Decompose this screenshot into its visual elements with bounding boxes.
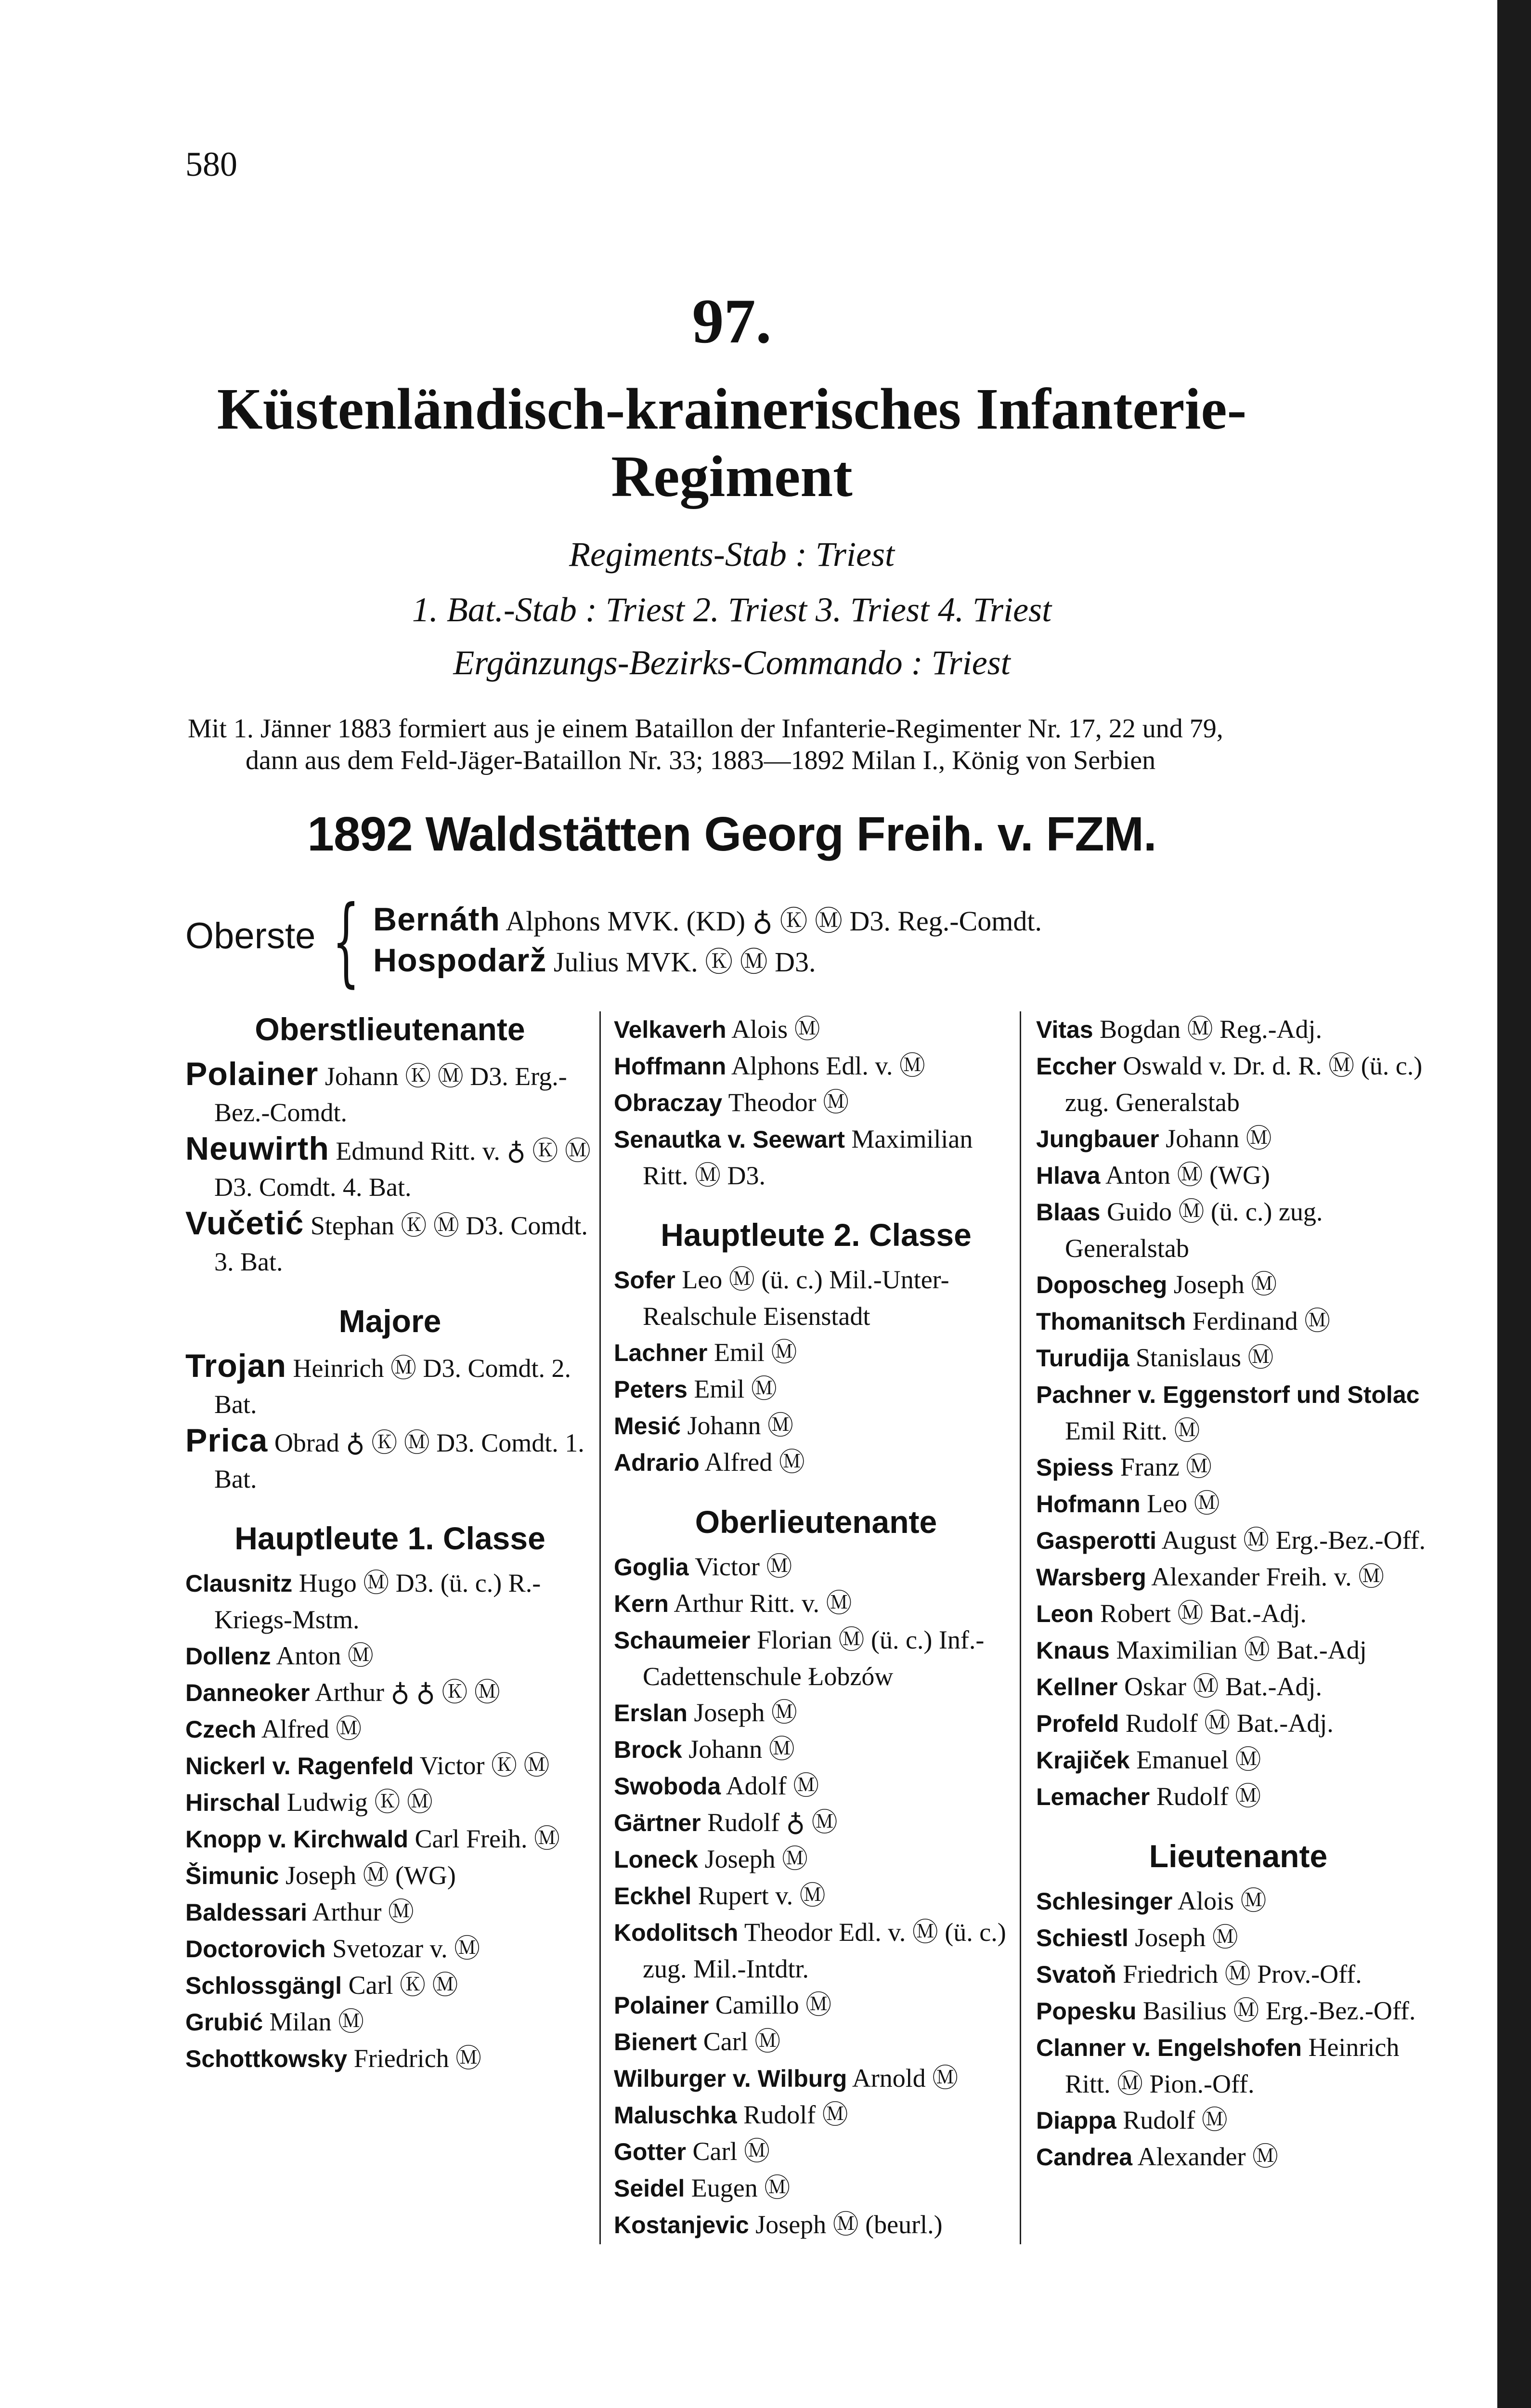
- officer-surname: Sofer: [614, 1267, 675, 1294]
- officer-details: Edmund Ritt. v. ♁ Ⓚ Ⓜ D3. Comdt. 4. Bat.: [214, 1137, 591, 1202]
- title-line-2: Regiment: [611, 444, 853, 509]
- officer-entry: [1036, 1920, 1440, 1956]
- officer-entry: [1036, 1669, 1440, 1705]
- officer-entry: [614, 2170, 1018, 2207]
- officer-details: Alois Ⓜ: [731, 1015, 820, 1044]
- officer-details: Friedrich Ⓜ Prov.-Off.: [1123, 1960, 1362, 1989]
- column-divider: [599, 1011, 601, 2244]
- rank-heading: Oberstlieutenante: [255, 1011, 525, 1047]
- rank-heading: Hauptleute 1. Classe: [234, 1520, 545, 1556]
- bataillon-stab: 1. Bat.-Stab : Triest 2. Triest 3. Triest 4. Triest: [412, 590, 1052, 629]
- officer-entry: [1036, 1883, 1440, 1920]
- roster-column-3: [1036, 1011, 1440, 2175]
- officer-surname: Knaus: [1036, 1637, 1110, 1664]
- officer-surname: Eccher: [1036, 1053, 1116, 1080]
- officer-surname: Vitas: [1036, 1016, 1093, 1043]
- officer-surname: Svatoň: [1036, 1961, 1116, 1988]
- officer-details: Joseph Ⓜ: [694, 1698, 797, 1727]
- officer-surname: Hirschal: [185, 1789, 281, 1816]
- officer-details: Maximilian Ritt. Ⓜ D3.: [643, 1125, 973, 1190]
- officer-entry: [1036, 1048, 1440, 1121]
- officer-surname: Kodolitsch: [614, 1919, 739, 1946]
- officer-entry: [1036, 1340, 1440, 1376]
- officer-surname: Swoboda: [614, 1773, 721, 1800]
- officer-surname: Polainer: [185, 1056, 319, 1092]
- officer-surname: Adrario: [614, 1449, 700, 1476]
- officer-surname: Candrea: [1036, 2144, 1133, 2171]
- officer-entry: [614, 1335, 1018, 1371]
- officer-entry: [614, 1408, 1018, 1444]
- officer-details: Victor Ⓜ: [695, 1552, 792, 1581]
- officer-surname: Danneoker: [185, 1679, 310, 1706]
- officer-surname: Pachner v. Eggenstorf und Stolac: [1036, 1381, 1420, 1408]
- officer-surname: Baldessari: [185, 1899, 307, 1926]
- officer-surname: Hofmann: [1036, 1491, 1141, 1518]
- page-number: 580: [185, 145, 237, 183]
- officer-details: Arthur Ⓜ: [312, 1898, 414, 1926]
- officer-details: Johann Ⓜ: [688, 1735, 795, 1764]
- officer-surname: Lemacher: [1036, 1783, 1150, 1810]
- officer-details: Leo Ⓜ: [1147, 1489, 1220, 1518]
- officer-details: Carl Freih. Ⓜ: [415, 1824, 560, 1853]
- officer-entry: [185, 1858, 595, 1894]
- officer-details: Rudolf Ⓜ Bat.-Adj.: [1125, 1709, 1334, 1738]
- officer-surname: Schlesinger: [1036, 1888, 1173, 1915]
- officer-entry: [614, 1768, 1018, 1805]
- officer-surname: Schaumeier: [614, 1627, 751, 1654]
- officer-entry: [614, 2024, 1018, 2060]
- officer-details: Arthur Ritt. v. Ⓜ: [674, 1589, 852, 1618]
- officer-surname: Lachner: [614, 1339, 708, 1366]
- officer-entry: [185, 2041, 595, 2077]
- officer-surname: Peters: [614, 1376, 688, 1403]
- officer-details: Milan Ⓜ: [269, 2007, 364, 2036]
- officer-details: Rudolf Ⓜ: [743, 2100, 848, 2129]
- regiments-stab: Regiments-Stab : Triest: [569, 535, 895, 574]
- officer-details: Svetozar v. Ⓜ: [332, 1934, 480, 1963]
- officer-surname: Gotter: [614, 2138, 686, 2165]
- officer-entry: [185, 1638, 595, 1675]
- oberst-details: Julius MVK. Ⓚ Ⓜ D3.: [553, 946, 816, 978]
- officer-surname: Eckhel: [614, 1883, 692, 1910]
- officer-surname: Erslan: [614, 1700, 688, 1727]
- officer-details: Alfred Ⓜ: [261, 1714, 362, 1743]
- officer-details: August Ⓜ Erg.-Bez.-Off.: [1161, 1526, 1426, 1555]
- officer-details: Rudolf Ⓜ: [1123, 2106, 1228, 2134]
- officer-details: Victor Ⓚ Ⓜ: [419, 1751, 550, 1780]
- officer-entry: [185, 1748, 595, 1784]
- officer-details: Hugo Ⓜ D3. (ü. c.) R.-Kriegs-Mstm.: [214, 1569, 541, 1634]
- officer-entry: [614, 1585, 1018, 1622]
- oberst-surname: Hospodarž: [373, 942, 547, 979]
- officer-surname: Knopp v. Kirchwald: [185, 1826, 408, 1853]
- officer-details: Rudolf Ⓜ: [1156, 1782, 1261, 1811]
- officer-entry: [1036, 1194, 1440, 1267]
- officer-surname: Diappa: [1036, 2107, 1116, 2134]
- officer-entry: [614, 1731, 1018, 1768]
- officer-entry: [614, 1262, 1018, 1335]
- officer-entry: [1036, 1742, 1440, 1779]
- officer-entry: [185, 1056, 595, 1131]
- title-line-1: Küstenländisch-krainerisches Infanterie-: [217, 377, 1247, 442]
- officer-details: Anton Ⓜ: [276, 1641, 374, 1670]
- officer-entry: [614, 1878, 1018, 1914]
- officer-surname: Grubić: [185, 2009, 263, 2036]
- officer-entry: [185, 1131, 595, 1205]
- officer-entry: [1036, 1376, 1440, 1449]
- officer-details: Rupert v. Ⓜ: [698, 1881, 826, 1910]
- section-gap: [185, 1280, 595, 1299]
- officer-surname: Nickerl v. Ragenfeld: [185, 1753, 414, 1780]
- officer-entry: [185, 1675, 595, 1711]
- officer-entry: [1036, 1705, 1440, 1742]
- officer-surname: Dollenz: [185, 1643, 271, 1670]
- officer-surname: Bienert: [614, 2028, 697, 2055]
- officer-entry: [1036, 1559, 1440, 1596]
- officer-details: Emil Ⓜ: [714, 1338, 797, 1367]
- officer-entry: [185, 1348, 595, 1423]
- regiment-inhaber: 1892 Waldstätten Georg Freih. v. FZM.: [307, 807, 1156, 861]
- officer-surname: Schlossgängl: [185, 1972, 342, 1999]
- section-gap: [185, 1497, 595, 1517]
- officer-surname: Schottkowsky: [185, 2045, 348, 2072]
- officer-entry: [614, 2097, 1018, 2133]
- officer-surname: Thomanitsch: [1036, 1308, 1186, 1335]
- officer-surname: Hoffmann: [614, 1053, 727, 1080]
- officer-surname: Neuwirth: [185, 1130, 329, 1167]
- officer-entry: [1036, 1956, 1440, 1993]
- officer-surname: Kostanjevic: [614, 2212, 749, 2238]
- officer-surname: Wilburger v. Wilburg: [614, 2065, 847, 2092]
- officer-entry: [1036, 1993, 1440, 2029]
- officer-details: Ludwig Ⓚ Ⓜ: [286, 1788, 433, 1817]
- officer-surname: Leon: [1036, 1600, 1094, 1627]
- officer-surname: Clanner v. Engelshofen: [1036, 2034, 1302, 2061]
- officer-entry: [614, 2133, 1018, 2170]
- officer-details: Florian Ⓜ (ü. c.) Inf.-Cadettenschule Łobzów: [643, 1625, 985, 1691]
- officer-surname: Spiess: [1036, 1454, 1114, 1481]
- oberst-entry: [373, 939, 816, 980]
- officer-details: Carl Ⓜ: [703, 2027, 781, 2056]
- oberst-surname: Bernáth: [373, 901, 500, 938]
- officer-details: Basilius Ⓜ Erg.-Bez.-Off.: [1142, 1996, 1416, 2025]
- officer-entry: [614, 1841, 1018, 1878]
- officer-surname: Gasperotti: [1036, 1527, 1157, 1554]
- officer-entry: [1036, 1303, 1440, 1340]
- officer-details: Alphons Edl. v. Ⓜ: [731, 1051, 925, 1080]
- ergaenzungs-bezirk: Ergänzungs-Bezirks-Commando : Triest: [453, 643, 1011, 682]
- officer-entry: [1036, 2139, 1440, 2175]
- scan-edge: [1497, 0, 1531, 2408]
- officer-details: Joseph Ⓜ: [1173, 1270, 1277, 1299]
- officer-entry: [614, 1371, 1018, 1408]
- officer-surname: Schiestl: [1036, 1924, 1129, 1951]
- officer-details: Theodor Ⓜ: [728, 1088, 849, 1117]
- officer-entry: [614, 1805, 1018, 1841]
- officer-entry: [614, 1914, 1018, 1987]
- officer-entry: [185, 1565, 595, 1638]
- officer-entry: [614, 1549, 1018, 1585]
- officer-details: Leo Ⓜ (ü. c.) Mil.-Unter-Realschule Eisenstadt: [643, 1265, 949, 1331]
- officer-details: Alexander Ⓜ: [1137, 2142, 1278, 2171]
- officer-entry: [1036, 1779, 1440, 1815]
- officer-entry: [1036, 1121, 1440, 1157]
- officer-details: Robert Ⓜ Bat.-Adj.: [1100, 1599, 1307, 1628]
- officer-surname: Brock: [614, 1736, 682, 1763]
- oberst-details: Alphons MVK. (KD) ♁ Ⓚ Ⓜ D3. Reg.-Comdt.: [506, 905, 1042, 937]
- officer-entry: [614, 2207, 1018, 2243]
- officer-entry: [614, 1622, 1018, 1695]
- officer-details: Emil Ritt. Ⓜ: [1065, 1416, 1200, 1445]
- roster-column-2: [614, 1011, 1018, 2243]
- officer-surname: Gärtner: [614, 1809, 701, 1836]
- officer-details: Heinrich Ⓜ D3. Comdt. 2. Bat.: [214, 1354, 571, 1419]
- section-gap: [1036, 1815, 1440, 1834]
- officer-surname: Doctorovich: [185, 1936, 326, 1963]
- officer-details: Alois Ⓜ: [1177, 1886, 1267, 1915]
- rank-heading: Majore: [338, 1303, 441, 1339]
- officer-surname: Profeld: [1036, 1710, 1119, 1737]
- officer-details: Johann Ⓜ: [1166, 1124, 1272, 1153]
- officer-surname: Blaas: [1036, 1199, 1101, 1226]
- officer-surname: Warsberg: [1036, 1564, 1146, 1591]
- history-note: [188, 713, 1440, 776]
- officer-details: Franz Ⓜ: [1120, 1453, 1212, 1481]
- history-line-1: Mit 1. Jänner 1883 formiert aus je einem Bataillon der Infanterie-Regimenter Nr. 17, 22 und 79,: [188, 714, 1223, 744]
- officer-surname: Obraczay: [614, 1089, 723, 1116]
- roster-column-1: [185, 1011, 595, 2077]
- officer-surname: Doposcheg: [1036, 1271, 1168, 1298]
- rank-heading: Oberlieutenante: [695, 1504, 937, 1540]
- officer-details: Emil Ⓜ: [694, 1374, 777, 1403]
- officer-details: Stanislaus Ⓜ: [1136, 1343, 1274, 1372]
- officer-details: Carl Ⓜ: [692, 2137, 770, 2166]
- officer-details: Oskar Ⓜ Bat.-Adj.: [1124, 1672, 1322, 1701]
- officer-details: Friedrich Ⓜ: [353, 2044, 482, 2073]
- column-divider: [1020, 1011, 1021, 2244]
- officer-details: Theodor Edl. v. Ⓜ (ü. c.) zug. Mil.-Intdtr.: [643, 1918, 1006, 1983]
- officer-entry: [185, 1423, 595, 1497]
- officer-surname: Prica: [185, 1422, 268, 1459]
- officer-details: Eugen Ⓜ: [691, 2173, 791, 2202]
- officer-entry: [1036, 1267, 1440, 1303]
- officer-entry: [614, 1121, 1018, 1194]
- officer-entry: [1036, 1011, 1440, 1048]
- officer-surname: Turudija: [1036, 1345, 1129, 1372]
- officer-surname: Trojan: [185, 1348, 287, 1384]
- oberste-label: Oberste: [185, 916, 316, 956]
- officer-details: Camillo Ⓜ: [715, 1990, 832, 2019]
- officer-details: Bogdan Ⓜ Reg.-Adj.: [1100, 1015, 1323, 1044]
- oberst-entry: [373, 898, 1042, 939]
- officer-details: Arthur ♁ ♁ Ⓚ Ⓜ: [314, 1678, 500, 1707]
- officer-entry: [185, 1931, 595, 1967]
- officer-details: Joseph Ⓜ: [1135, 1923, 1238, 1952]
- officer-details: Joseph Ⓜ (beurl.): [755, 2210, 943, 2239]
- officer-entry: [185, 1784, 595, 1821]
- officer-surname: Clausnitz: [185, 1570, 293, 1597]
- section-gap: [614, 1481, 1018, 1500]
- officer-surname: Hlava: [1036, 1162, 1101, 1189]
- officer-entry: [185, 1967, 595, 2004]
- officer-entry: [185, 2004, 595, 2041]
- officer-surname: Mesić: [614, 1413, 681, 1440]
- officer-entry: [1036, 1522, 1440, 1559]
- officer-details: Oswald v. Dr. d. R. Ⓜ (ü. c.) zug. Generalstab: [1065, 1051, 1423, 1117]
- officer-surname: Šimunic: [185, 1862, 279, 1889]
- officer-details: Heinrich Ritt. Ⓜ Pion.-Off.: [1065, 2033, 1400, 2098]
- officer-entry: [185, 1205, 595, 1280]
- officer-details: Alfred Ⓜ: [704, 1448, 805, 1477]
- officer-details: Guido Ⓜ (ü. c.) zug. Generalstab: [1065, 1197, 1323, 1263]
- officer-entry: [614, 1695, 1018, 1731]
- officer-surname: Maluschka: [614, 2102, 737, 2129]
- officer-details: Ferdinand Ⓜ: [1192, 1307, 1331, 1335]
- officer-details: Maximilian Ⓜ Bat.-Adj: [1116, 1636, 1367, 1664]
- officer-details: Johann Ⓚ Ⓜ D3. Erg.-Bez.-Comdt.: [214, 1062, 567, 1127]
- officer-surname: Popesku: [1036, 1998, 1137, 2025]
- rank-heading: Lieutenante: [1149, 1838, 1328, 1874]
- officer-entry: [1036, 2029, 1440, 2102]
- section-gap: [614, 1194, 1018, 1213]
- officer-details: Alexander Freih. v. Ⓜ: [1151, 1562, 1385, 1591]
- officer-surname: Goglia: [614, 1554, 689, 1581]
- officer-entry: [1036, 2102, 1440, 2139]
- officer-surname: Jungbauer: [1036, 1125, 1159, 1152]
- officer-details: Adolf Ⓜ: [726, 1771, 819, 1800]
- officer-details: Stephan Ⓚ Ⓜ D3. Comdt. 3. Bat.: [214, 1211, 588, 1276]
- officer-entry: [185, 1711, 595, 1748]
- officer-surname: Vučetić: [185, 1205, 304, 1242]
- officer-details: Arnold Ⓜ: [852, 2064, 959, 2093]
- officer-details: Anton Ⓜ (WG): [1105, 1161, 1270, 1190]
- officer-entry: [1036, 1596, 1440, 1632]
- officer-details: Joseph Ⓜ: [704, 1845, 808, 1873]
- history-line-2: dann aus dem Feld-Jäger-Bataillon Nr. 33; 1883—1892 Milan I., König von Serbien: [246, 746, 1156, 775]
- officer-entry: [1036, 1632, 1440, 1669]
- officer-entry: [1036, 1486, 1440, 1522]
- officer-surname: Kellner: [1036, 1674, 1118, 1701]
- officer-surname: Seidel: [614, 2175, 685, 2202]
- officer-surname: Krajiček: [1036, 1747, 1130, 1774]
- regiment-number: 97.: [692, 286, 772, 356]
- officer-entry: [614, 1987, 1018, 2024]
- officer-entry: [1036, 1157, 1440, 1194]
- officer-surname: Velkaverh: [614, 1016, 727, 1043]
- officer-details: Joseph Ⓜ (WG): [285, 1861, 456, 1890]
- brace: {: [332, 885, 360, 997]
- officer-entry: [185, 1821, 595, 1858]
- officer-entry: [614, 1048, 1018, 1085]
- officer-surname: Polainer: [614, 1992, 709, 2019]
- officer-entry: [185, 1894, 595, 1931]
- officer-surname: Senautka v. Seewart: [614, 1126, 845, 1153]
- officer-details: Emanuel Ⓜ: [1136, 1745, 1261, 1774]
- officer-details: Carl Ⓚ Ⓜ: [348, 1971, 458, 2000]
- officer-surname: Czech: [185, 1716, 257, 1743]
- officer-entry: [1036, 1449, 1440, 1486]
- officer-surname: Kern: [614, 1590, 669, 1617]
- officer-entry: [614, 1011, 1018, 1048]
- officer-details: Rudolf ♁ Ⓜ: [707, 1808, 838, 1837]
- rank-heading: Hauptleute 2. Classe: [661, 1217, 972, 1253]
- officer-entry: [614, 2060, 1018, 2097]
- officer-entry: [614, 1085, 1018, 1121]
- officer-details: Obrad ♁ Ⓚ Ⓜ D3. Comdt. 1. Bat.: [214, 1428, 584, 1493]
- officer-entry: [614, 1444, 1018, 1481]
- officer-details: Johann Ⓜ: [687, 1411, 793, 1440]
- officer-surname: Loneck: [614, 1846, 699, 1873]
